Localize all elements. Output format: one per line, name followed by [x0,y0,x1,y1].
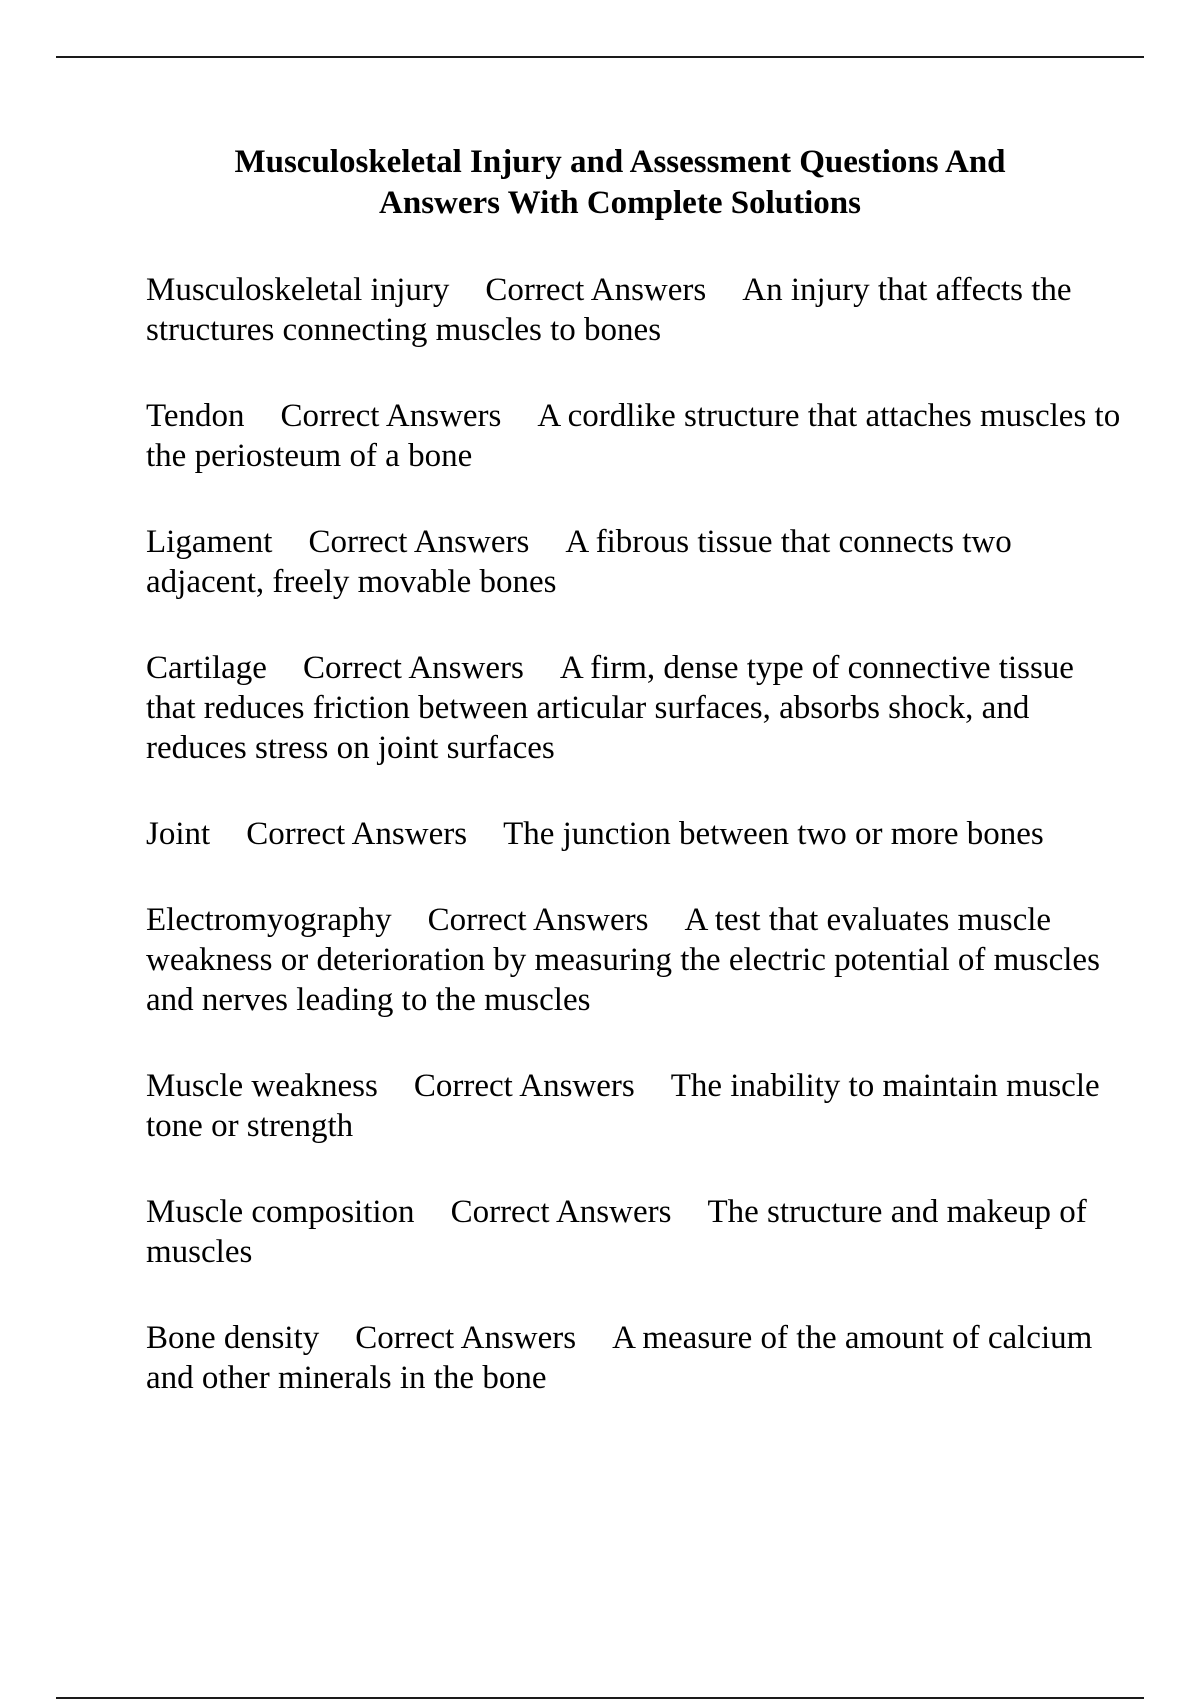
qa-term: Bone density [146,1320,320,1356]
qa-answer: The inability to maintain muscle tone or strength [146,1068,1100,1144]
qa-answer: A test that evaluates muscle weakness or deterioration by measuring the electric potential of muscles and nerves leading to the muscles [146,902,1100,1018]
document-title [140,142,1100,224]
qa-entry-tendon [146,396,1126,476]
qa-entry-muscle-weakness [146,1066,1126,1146]
qa-entry-joint [146,814,1126,854]
qa-answer: A fibrous tissue that connects two adjacent, freely movable bones [146,524,1012,600]
qa-term: Ligament [146,524,273,560]
qa-term: Muscle composition [146,1194,415,1230]
qa-separator: Correct Answers [485,272,707,308]
qa-answer: A firm, dense type of connective tissue that reduces friction between articular surfaces, absorbs shock, and reduces stress on joint surfaces [146,650,1074,766]
qa-term: Joint [146,816,211,852]
qa-separator: Correct Answers [427,902,649,938]
qa-term: Muscle weakness [146,1068,378,1104]
qa-answer: The junction between two or more bones [503,816,1044,852]
qa-separator: Correct Answers [302,650,524,686]
qa-term: Tendon [146,398,245,434]
qa-entry-ligament [146,522,1126,602]
qa-answer: A measure of the amount of calcium and other minerals in the bone [146,1320,1093,1396]
qa-separator: Correct Answers [355,1320,577,1356]
qa-list [146,270,1126,1444]
qa-separator: Correct Answers [308,524,530,560]
qa-separator: Correct Answers [246,816,468,852]
qa-entry-electromyography [146,900,1126,1020]
title-line-2: Answers With Complete Solutions [379,185,861,221]
qa-separator: Correct Answers [413,1068,635,1104]
qa-entry-bone-density [146,1318,1126,1398]
bottom-rule [56,1697,1144,1699]
qa-term: Electromyography [146,902,392,938]
qa-term: Musculoskeletal injury [146,272,450,308]
title-line-1: Musculoskeletal Injury and Assessment Questions And [234,144,1006,180]
qa-term: Cartilage [146,650,267,686]
qa-entry-cartilage [146,648,1126,768]
qa-answer: An injury that affects the structures connecting muscles to bones [146,272,1072,348]
qa-answer: A cordlike structure that attaches muscles to the periosteum of a bone [146,398,1121,474]
qa-entry-musculoskeletal-injury [146,270,1126,350]
qa-entry-muscle-composition [146,1192,1126,1272]
qa-separator: Correct Answers [450,1194,672,1230]
qa-separator: Correct Answers [280,398,502,434]
top-rule [56,56,1144,58]
qa-answer: The structure and makeup of muscles [146,1194,1087,1270]
